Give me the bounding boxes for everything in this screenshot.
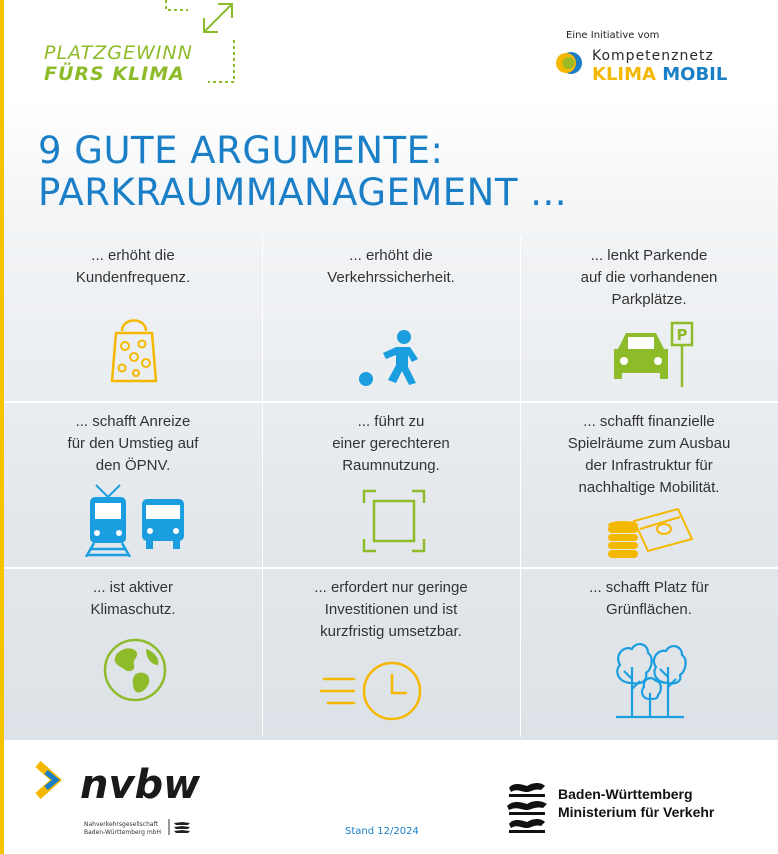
fast-clock-icon	[320, 655, 430, 723]
child-with-ball-icon	[354, 327, 434, 389]
small-coat-of-arms-icon	[168, 819, 196, 835]
date-stand: Stand 12/2024	[345, 826, 419, 837]
argument-text: ... erfordert nur geringe Investitionen und ist kurzfristig umsetzbar.	[314, 579, 468, 640]
argument-text: ... ist aktiver Klimaschutz.	[90, 579, 176, 618]
globe-icon	[102, 637, 168, 703]
svg-text:P: P	[676, 326, 688, 344]
initiative-label: Eine Initiative vom	[566, 30, 660, 41]
ministry-line2: Ministerium für Verkehr	[558, 804, 715, 820]
ministry-line1: Baden-Württemberg	[558, 786, 693, 802]
coat-of-arms-icon	[505, 778, 549, 836]
title-line1: 9 GUTE ARGUMENTE:	[38, 129, 444, 172]
car-parking-sign-icon	[608, 321, 694, 389]
partner-klima: KLIMA	[592, 64, 656, 85]
argument-text: ... führt zu einer gerechteren Raumnutzung.	[332, 413, 450, 474]
argument-text: ... schafft Platz für Grünflächen.	[589, 579, 709, 618]
shopping-bag-icon	[108, 313, 160, 385]
page-title	[38, 130, 567, 214]
brand-line2: FÜRS KLIMA	[44, 63, 185, 85]
partner-name-line2	[592, 64, 727, 85]
nvbw-logo	[34, 752, 204, 812]
argument-card	[262, 235, 520, 401]
trees-icon	[610, 637, 690, 719]
argument-card	[520, 235, 778, 401]
title-line2: PARKRAUMMANAGEMENT ...	[38, 171, 567, 214]
space-frame-icon	[362, 489, 426, 553]
argument-card	[4, 235, 262, 401]
nvbw-subtitle-line2: Baden-Württemberg mbH	[84, 829, 161, 836]
argument-card	[520, 401, 778, 567]
kompetenznetz-logo-icon	[555, 49, 583, 77]
coins-banknotes-icon	[604, 507, 696, 559]
argument-text: ... lenkt Parkende auf die vorhandenen Parkplätze.	[580, 247, 718, 308]
arguments-grid	[4, 235, 778, 737]
nvbw-subtitle-line1: Nahverkehrsgesellschaft	[84, 821, 158, 828]
argument-text: ... schafft finanzielle Spielräume zum Ausbau der Infrastruktur für nachhaltige Mobilität.	[567, 413, 731, 496]
argument-card	[262, 567, 520, 737]
argument-card	[4, 401, 262, 567]
argument-text: ... schafft Anreize für den Umstieg auf den ÖPNV.	[67, 413, 199, 474]
argument-text: ... erhöht die Kundenfrequenz.	[75, 247, 191, 286]
argument-card	[262, 401, 520, 567]
argument-card	[4, 567, 262, 737]
partner-mobil: MOBIL	[662, 64, 728, 85]
nvbw-logo-text: nvbw	[80, 762, 201, 808]
tram-bus-icon	[82, 483, 190, 557]
argument-card	[520, 567, 778, 737]
argument-text: ... erhöht die Verkehrssicherheit.	[327, 247, 455, 286]
brand-line1: PLATZGEWINN	[44, 42, 193, 64]
partner-name-line1: Kompetenznetz	[592, 48, 714, 64]
